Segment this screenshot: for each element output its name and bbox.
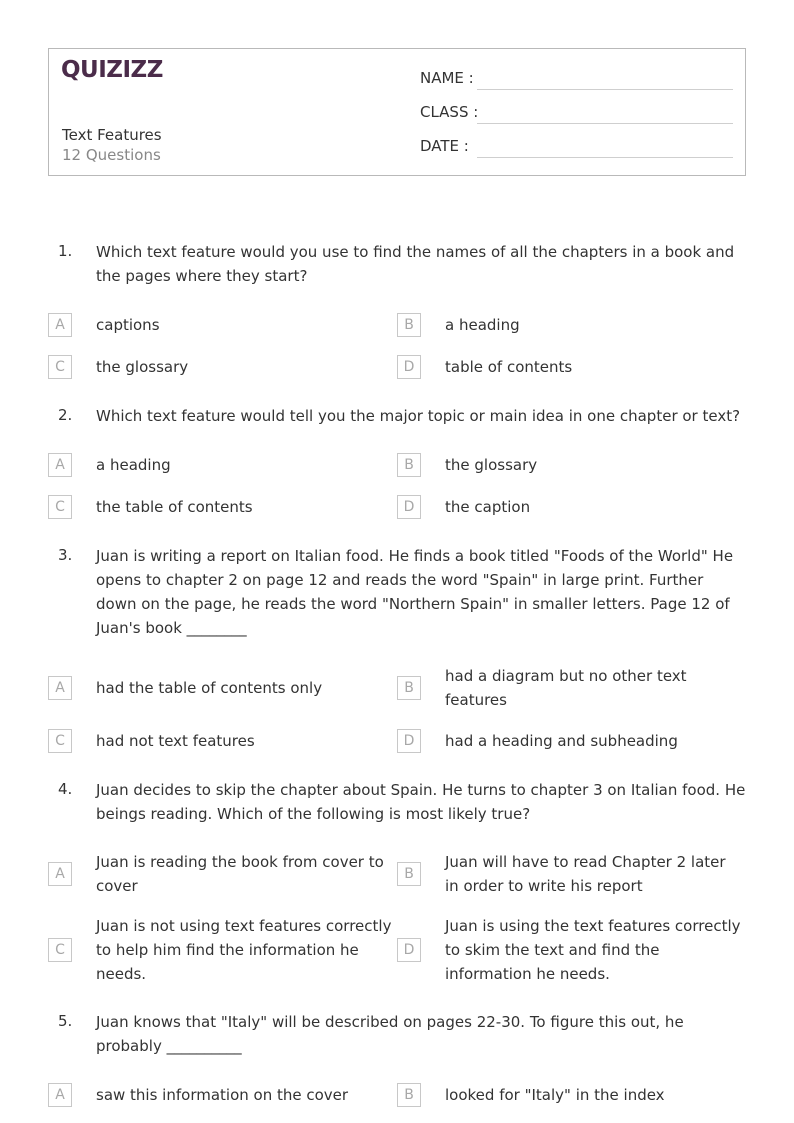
option-text: Juan is using the text features correctly to skim the text and find the information he needs. [445,917,741,983]
option-text: a heading [445,316,520,334]
option-text: saw this information on the cover [96,1086,349,1104]
class-field[interactable] [477,123,733,124]
worksheet-header [48,48,746,176]
question-text: Juan knows that "Italy" will be described on pages 22-30. To figure this out, he probably __________ [96,1013,684,1055]
option-text: looked for "Italy" in the index [445,1086,665,1104]
name-label: NAME : [420,69,474,87]
question-number: 3. [58,546,73,564]
option-letter[interactable]: B [397,453,421,477]
quizizz-logo: QUIZIZZ [61,57,163,83]
option-letter[interactable]: D [397,938,421,962]
option-text: the caption [445,498,531,516]
name-field[interactable] [477,89,733,90]
option-letter[interactable]: C [48,495,72,519]
option-text: a heading [96,456,171,474]
option-letter[interactable]: A [48,453,72,477]
question-text: Which text feature would tell you the major topic or main idea in one chapter or text? [96,407,741,425]
option-text: had not text features [96,732,255,750]
option-letter[interactable]: B [397,676,421,700]
option-letter[interactable]: B [397,862,421,886]
question-number: 1. [58,242,73,260]
option-text: table of contents [445,358,573,376]
question-text: Which text feature would you use to find the names of all the chapters in a book and the pages where they start? [96,243,735,285]
option-letter[interactable]: C [48,938,72,962]
option-text: the glossary [96,358,189,376]
question-number: 4. [58,780,73,798]
option-letter[interactable]: A [48,1083,72,1107]
option-letter[interactable]: D [397,729,421,753]
question-number: 2. [58,406,73,424]
worksheet-title: Text Features [62,126,162,144]
option-text: Juan is not using text features correctly to help him find the information he needs. [96,917,392,983]
option-text: had a diagram but no other text features [445,667,687,709]
option-letter[interactable]: C [48,355,72,379]
option-letter[interactable]: D [397,355,421,379]
option-letter[interactable]: A [48,862,72,886]
class-label: CLASS : [420,103,479,121]
option-letter[interactable]: B [397,313,421,337]
option-text: Juan will have to read Chapter 2 later in order to write his report [445,853,726,895]
option-letter[interactable]: A [48,313,72,337]
date-label: DATE : [420,137,469,155]
option-letter[interactable]: C [48,729,72,753]
option-text: captions [96,316,160,334]
option-letter[interactable]: A [48,676,72,700]
question-text: Juan decides to skip the chapter about Spain. He turns to chapter 3 on Italian food. He beings reading. Which of the following is most likely true? [96,781,746,823]
option-text: had a heading and subheading [445,732,678,750]
option-text: the table of contents [96,498,253,516]
option-letter[interactable]: B [397,1083,421,1107]
option-text: had the table of contents only [96,679,323,697]
question-number: 5. [58,1012,73,1030]
question-text: Juan is writing a report on Italian food. He finds a book titled "Foods of the World" He opens to chapter 2 on page 12 and reads the word "Spain" in large print. Further down on the page, he reads the word "Northern Spain" in smaller letters. Page 12 of Juan's book ________ [96,547,734,637]
option-text: Juan is reading the book from cover to cover [96,853,384,895]
question-count: 12 Questions [62,146,161,164]
date-field[interactable] [477,157,733,158]
option-text: the glossary [445,456,538,474]
option-letter[interactable]: D [397,495,421,519]
